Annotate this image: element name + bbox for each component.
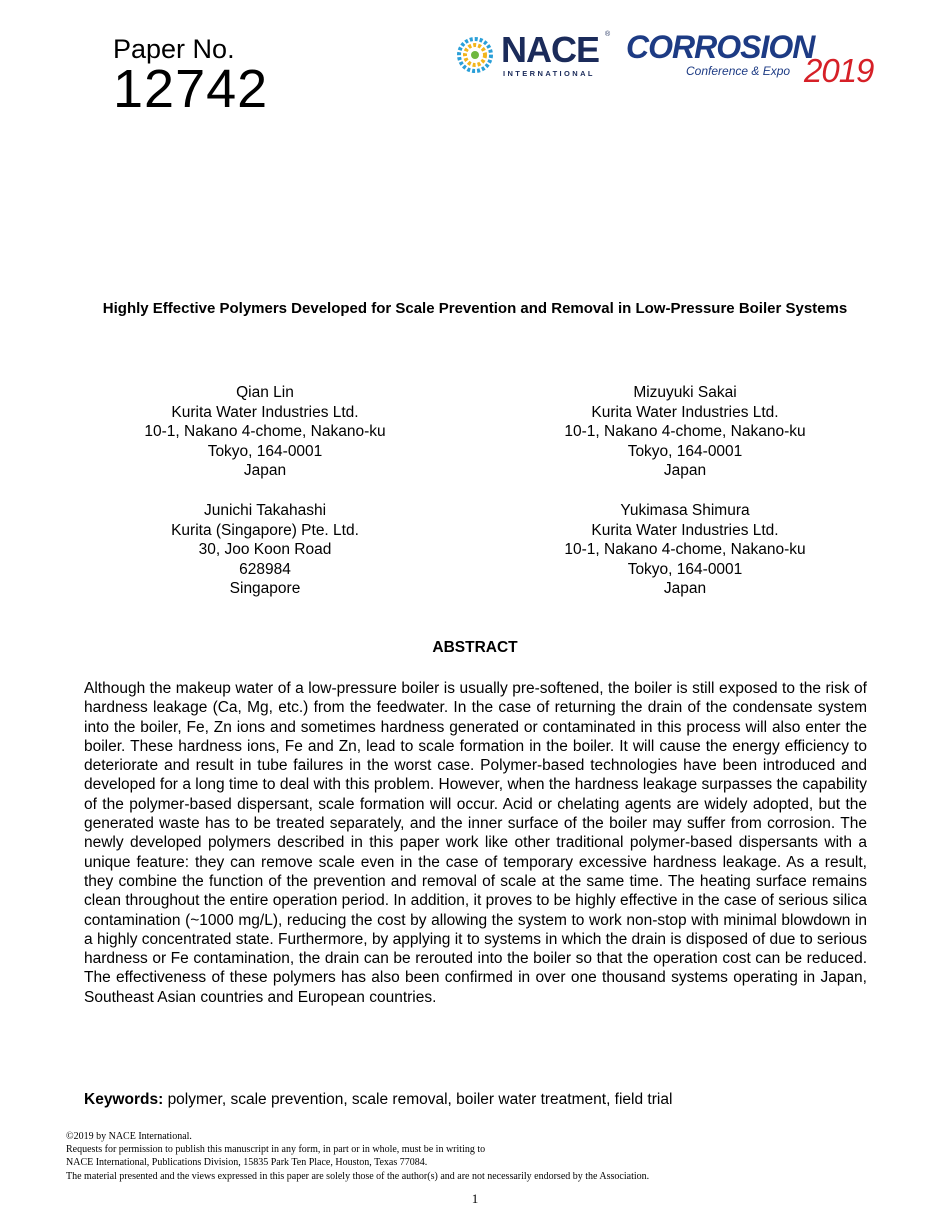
author-city: Tokyo, 164-0001 <box>627 560 743 578</box>
page-number: 1 <box>471 1191 479 1206</box>
author-block <box>115 501 415 599</box>
abstract-heading: ABSTRACT <box>432 639 518 656</box>
paper-title: Highly Effective Polymers Developed for Scale Prevention and Removal in Low-Pressure Boiler Systems <box>102 300 848 317</box>
keywords-text: polymer, scale prevention, scale removal, boiler water treatment, field trial <box>167 1091 673 1108</box>
author-city: Tokyo, 164-0001 <box>627 442 743 460</box>
author-block <box>535 383 835 481</box>
nace-logo <box>455 29 615 79</box>
author-block <box>115 383 415 481</box>
author-name: Mizuyuki Sakai <box>633 384 737 401</box>
paper-number: 12742 <box>113 59 269 119</box>
author-block <box>535 501 835 599</box>
author-country: Singapore <box>229 580 301 598</box>
corrosion-subtitle: Conference & Expo <box>686 64 791 78</box>
author-name: Qian Lin <box>236 384 294 401</box>
author-country: Japan <box>663 580 707 598</box>
keywords-label: Keywords: <box>84 1091 164 1108</box>
author-name: Yukimasa Shimura <box>620 502 750 519</box>
author-city: Tokyo, 164-0001 <box>207 442 323 460</box>
footer-permission: Requests for permission to publish this manuscript in any form, in part or in whole, must be in writing to <box>66 1144 486 1156</box>
author-address: 10-1, Nakano 4-chome, Nakano-ku <box>144 423 386 441</box>
author-country: Japan <box>663 462 707 480</box>
author-organization: Kurita Water Industries Ltd. <box>591 403 779 421</box>
footer-disclaimer: The material presented and the views expressed in this paper are solely those of the author(s) and are not necessarily endorsed by the Association. <box>66 1170 650 1182</box>
author-name: Junichi Takahashi <box>203 502 327 519</box>
copyright-footer <box>66 1130 649 1183</box>
footer-address: NACE International, Publications Division, 15835 Park Ten Place, Houston, Texas 77084. <box>66 1157 428 1169</box>
author-address: 30, Joo Koon Road <box>198 541 332 559</box>
abstract-body: Although the makeup water of a low-pressure boiler is usually pre-softened, the boiler is still exposed to the risk of hardness leakage (Ca, Mg, etc.) from the feedwater. In the case of returning the drain of the condensate system into the boiler, Fe, Zn ions and sometimes hardness generated or contaminated in this process will also enter the boiler. These hardness ions, Fe and Zn, lead to scale formation in the boiler. It will cause the energy efficiency to deteriorate and result in tube failures in the worst case. Polymer-based technologies have been introduced and developed for a long time to deal with this problem. However, when the hardness leakage surpasses the capability of the polymer-based dispersant, scale formation will occur. Acid or chelating agents are widely adopted, but the generated waste has to be treated separately, and the inner surface of the boiler may suffer from corrosion. The newly developed polymers described in this paper work like other traditional polymer-based dispersants with a unique feature: they can remove scale even in the case of temporary excessive hardness leakage. As a result, they combine the function of the prevention and removal of scale at the same time. The heating surface remains clean throughout the entire operation period. In addition, it proves to be highly effective in the case of serious silica contamination (~1000 mg/L), reducing the cost by allowing the system to work non-stop with minimal blowdown in a highly concentrated state. Furthermore, by applying it to systems in which the drain is disposed of due to serious hardness or Fe contamination, the drain can be rerouted into the boiler so that the operation cost can be reduced. The effectiveness of these polymers has also been confirmed in over one thousand systems operating in Japan, Southeast Asian countries and European countries. <box>84 680 867 1006</box>
nace-emblem-icon <box>455 35 495 75</box>
author-city: 628984 <box>239 560 291 578</box>
paper-number-label: Paper No. <box>113 34 235 64</box>
author-country: Japan <box>243 462 287 480</box>
author-organization: Kurita Water Industries Ltd. <box>171 403 359 421</box>
corrosion-year: 2019 <box>804 52 874 89</box>
keywords-line <box>84 1091 672 1109</box>
author-address: 10-1, Nakano 4-chome, Nakano-ku <box>564 541 806 559</box>
footer-copyright: ©2019 by NACE International. <box>66 1131 192 1142</box>
corrosion-wordmark: CORROSION <box>626 29 815 65</box>
nace-registered-mark: ® <box>605 31 611 38</box>
nace-subtitle: INTERNATIONAL <box>503 69 595 78</box>
author-address: 10-1, Nakano 4-chome, Nakano-ku <box>564 423 806 441</box>
author-organization: Kurita Water Industries Ltd. <box>591 521 779 539</box>
corrosion-2019-logo <box>626 30 886 90</box>
author-organization: Kurita (Singapore) Pte. Ltd. <box>171 521 359 539</box>
nace-wordmark: NACE <box>501 29 600 70</box>
